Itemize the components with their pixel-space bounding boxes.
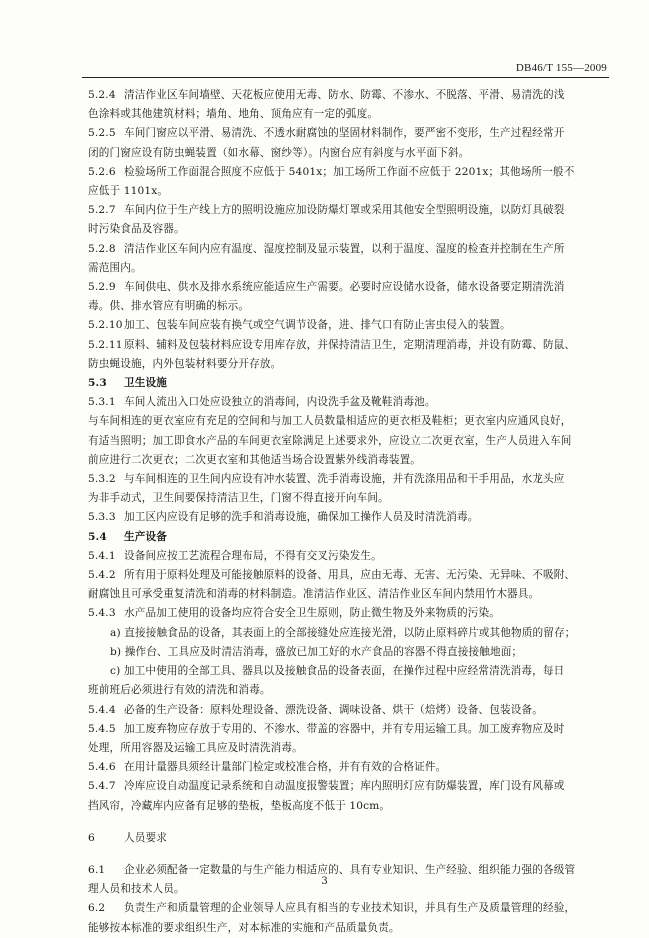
clause-number: 5.3.3 (88, 511, 116, 524)
text-line (88, 86, 605, 105)
text-line (88, 278, 605, 297)
text-line (88, 470, 605, 489)
line-text: 为非手动式，卫生间要保持清洁卫生，门窗不得直接开向车间。 (88, 492, 389, 505)
text-line (88, 919, 605, 938)
clause-number: 5.4.3 (88, 607, 116, 620)
text-line (88, 777, 605, 796)
clause-number: 5.2.11 (88, 338, 123, 351)
header-divider (82, 77, 609, 78)
line-text: 负责生产和质量管理的企业领导人应具有相当的专业技术知识，并具有生产及质量管理的经验， (124, 902, 576, 915)
clause-number: 5.2.5 (88, 127, 116, 140)
line-text: 生产设备 (124, 530, 167, 543)
line-text: 有适当照明；加工即食水产品的车间更衣室除满足上述要求外，应设立二次更衣室，生产人员进入车间 (88, 434, 572, 447)
clause-number: 5.2.9 (88, 281, 116, 294)
clause-number: 6 (88, 831, 95, 844)
paragraph-gap (88, 816, 605, 829)
text-line (88, 489, 605, 508)
line-text: 理人员和技术人员。 (88, 883, 185, 896)
line-text: 加工区内应设有足够的洗手和消毒设施，确保加工操作人员及时清洗消毒。 (124, 511, 479, 524)
line-text: 挡风帘，冷藏库内应备有足够的垫板，垫板高度不低于 10cm。 (88, 799, 391, 812)
text-line (88, 797, 605, 816)
line-text: 清洁作业区车间墙壁、天花板应使用无毒、防水、防霉、不渗水、不脱落、平滑、易清洗的浅 (124, 89, 565, 101)
section-heading (88, 374, 605, 393)
text-line (88, 105, 605, 124)
text-line (88, 144, 605, 163)
line-text: 时污染食品及容器。 (88, 223, 185, 236)
page-number: 3 (321, 876, 328, 887)
text-line (88, 758, 605, 777)
text-line (88, 643, 605, 662)
clause-number: 6.1 (88, 863, 106, 876)
line-text: 加工、包装车间应装有换气或空气调节设备，进、排气口有防止害虫侵入的装置。 (124, 319, 511, 332)
line-text: 原料、辅料及包装材料应设专用库存放，并保持清洁卫生，定期清理消毒，并设有防霉、防鼠、 (124, 338, 576, 351)
text-line (88, 624, 605, 643)
line-text: 班前班后必须进行有效的清洗和消毒。 (88, 684, 271, 697)
clause-number: 5.3.2 (88, 473, 116, 486)
text-line (88, 701, 605, 720)
text-line (88, 336, 605, 355)
clause-number: 5.4.2 (88, 569, 116, 582)
text-line (88, 393, 605, 412)
line-text: c) 加工中使用的全部工具、器具以及接触食品的设备表面，在操作过程中应经常清洗消毒，每日 (110, 665, 565, 678)
text-line (88, 508, 605, 527)
text-line (88, 829, 605, 848)
line-text: 人员要求 (124, 831, 167, 844)
text-line (88, 566, 605, 585)
line-text: 加工废弃物应存放于专用的、不渗水、带盖的容器中，并有专用运输工具。加工废弃物应及时 (124, 722, 565, 735)
line-text: 所有用于原料处理及可能接触原料的设备、用具，应由无毒、无害、无污染、无异味、不吸附、 (124, 569, 576, 582)
text-line (88, 240, 605, 259)
line-text: 与车间相连的更衣室应有充足的空间和与加工人员数量相适应的更衣柜及鞋柜；更衣室内应通风良好， (88, 415, 572, 428)
clause-number: 5.4.7 (88, 780, 116, 793)
text-line (88, 681, 605, 700)
line-text: a) 直接接触食品的设备，其表面上的全部接缝处应连接光滑，以防止原料碎片或其他物质的留存； (110, 626, 576, 639)
text-line (88, 124, 605, 143)
text-line (88, 451, 605, 470)
line-text: 毒。供、排水管应有明确的标示。 (88, 300, 250, 313)
line-text: 闭的门窗应设有防虫蝇装置（如水幕、窗纱等）。内窗台应有斜度与水平面下斜。 (88, 146, 470, 159)
clause-number: 5.4.4 (88, 703, 116, 716)
line-text: 防虫蝇设施，内外包装材料要分开存放。 (88, 357, 282, 370)
text-line (88, 201, 605, 220)
line-text: 设备间应按工艺流程合理布局，不得有交叉污染发生。 (124, 549, 382, 562)
clause-number: 5.4.6 (88, 761, 116, 774)
clause-number: 5.2.7 (88, 204, 116, 217)
clause-number: 5.4.1 (88, 549, 116, 562)
clause-number: 5.3 (88, 377, 107, 390)
line-text: 检验场所工作面混合照度不应低于 5401x；加工场所工作面不应低于 2201x；其他场所一般不 (124, 165, 575, 178)
line-text: 企业必须配备一定数量的与生产能力相适应的、具有专业知识、生产经验、组织能力强的各级管 (124, 863, 576, 876)
text-line (88, 259, 605, 278)
clause-number: 5.3.1 (88, 396, 116, 409)
text-line (88, 163, 605, 182)
line-text: 与车间相连的卫生间内应设有冲水装置、洗手消毒设施，并有洗涤用品和干手用品，水龙头应 (124, 473, 565, 486)
line-text: 清洁作业区车间内应有温度、湿度控制及显示装置，以利于温度、湿度的检查并控制在生产所 (124, 242, 565, 255)
line-text: b) 操作台、工具应及时清洁消毒，盛放已加工好的水产食品的容器不得直接接触地面； (110, 645, 523, 658)
line-text: 前应进行二次更衣；二次更衣室和其他适当场合设置紫外线消毒装置。 (88, 453, 422, 466)
text-line (88, 220, 605, 239)
text-line (88, 316, 605, 335)
line-text: 水产品加工使用的设备均应符合安全卫生原则，防止微生物及外来物质的污染。 (124, 607, 501, 620)
line-text: 车间门窗应以平滑、易清洗、不透水耐腐蚀的坚固材料制作，要严密不变形，生产过程经常开 (124, 127, 565, 140)
text-line (88, 412, 605, 431)
text-line (88, 899, 605, 918)
line-text: 处理，所用容器及运输工具应及时清洗消毒。 (88, 741, 303, 754)
line-text: 车间人流出入口处应设独立的消毒间，内设洗手盆及靴鞋消毒池。 (124, 396, 436, 409)
line-text: 色涂料或其他建筑材料；墙角、地角、顶角应有一定的弧度。 (88, 108, 379, 121)
section-heading (88, 528, 605, 547)
clause-number: 5.4.5 (88, 722, 116, 735)
line-text: 车间内位于生产线上方的照明设施应加设防爆灯罩或采用其他安全型照明设施，以防灯具破裂 (124, 204, 565, 217)
line-text: 耐腐蚀且可承受重复清洗和消毒的材料制造。准清洁作业区、清洁作业区车间内禁用竹木器具。 (88, 588, 540, 601)
text-line (88, 585, 605, 604)
clause-number: 5.2.10 (88, 319, 123, 332)
clause-number: 5.4 (88, 530, 107, 543)
line-text: 卫生设施 (124, 377, 167, 390)
line-text: 需范围内。 (88, 261, 142, 274)
text-line (88, 739, 605, 758)
line-text: 冷库应设自动温度记录系统和自动温度报警装置；库内照明灯应有防爆装置，库门设有风幕或 (124, 780, 565, 793)
text-line (88, 662, 605, 681)
clause-number: 6.2 (88, 902, 106, 915)
text-line (88, 297, 605, 316)
text-line (88, 432, 605, 451)
text-line (88, 182, 605, 201)
document-code: DB46/T 155—2009 (515, 62, 607, 74)
paragraph-gap (88, 848, 605, 861)
text-line (88, 720, 605, 739)
line-text: 应低于 1101x。 (88, 185, 169, 198)
document-body (88, 86, 605, 938)
line-text: 必备的生产设备：原料处理设备、漂洗设备、调味设备、烘干（焙烤）设备、包装设备。 (124, 703, 544, 716)
text-line (88, 547, 605, 566)
clause-number: 5.2.8 (88, 242, 116, 255)
clause-number: 5.2.4 (88, 89, 116, 101)
text-line (88, 604, 605, 623)
line-text: 能够按本标准的要求组织生产，对本标准的实施和产品质量负责。 (88, 921, 400, 934)
line-text: 车间供电、供水及排水系统应能适应生产需要。必要时应设储水设备，储水设备要定期清洗消 (124, 281, 565, 294)
clause-number: 5.2.6 (88, 165, 116, 178)
line-text: 在用计量器具须经计量部门检定或校准合格，并有有效的合格证件。 (124, 761, 447, 774)
text-line (88, 355, 605, 374)
